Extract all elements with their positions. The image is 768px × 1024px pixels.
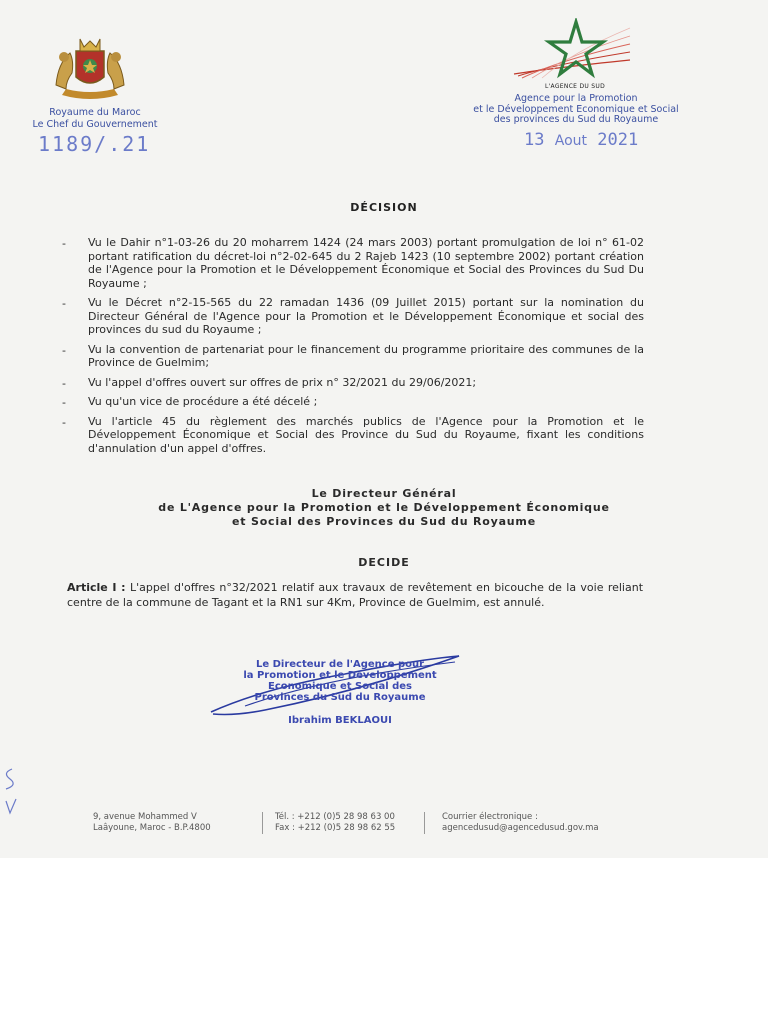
footer-tel: Tél. : +212 (0)5 28 98 63 00	[275, 812, 395, 822]
list-item: - Vu le Décret n°2-15-565 du 22 ramadan 1436 (09 Juillet 2015) portant sur la nomination du Directeur Général de l'Agence pour la Promotion et le Développement Économique et social des provinces du sud du Royaume ;	[62, 296, 644, 336]
reference-number-stamp: 1189/.21	[38, 132, 151, 156]
list-item: - Vu le Dahir n°1-03-26 du 20 moharrem 1424 (24 mars 2003) portant promulgation de loi n° 61-02 portant ratification du décret-loi n°2-02-645 du 2 Rajeb 1423 (10 septembre 2002) portant création de l'Agence pour la Promotion et le Développement Économique et Social des Provinces du Sud Du Royaume ;	[62, 236, 644, 290]
document-title: DÉCISION	[350, 201, 418, 214]
signature-line-2: la Promotion et le Développement	[243, 670, 437, 681]
margin-initials-icon	[0, 765, 24, 825]
consideration-text: Vu l'appel d'offres ouvert sur offres de prix n° 32/2021 du 29/06/2021;	[88, 375, 477, 389]
footer-email-label: Courrier électronique :	[442, 812, 538, 822]
director-line-2: de L'Agence pour la Promotion et le Développement Économique	[158, 501, 610, 514]
footer-fax: Fax : +212 (0)5 28 98 62 55	[275, 823, 396, 833]
director-line-3: et Social des Provinces du Sud du Royaume	[232, 515, 536, 528]
issuer-office: Le Chef du Gouvernement	[32, 119, 158, 130]
date-month: Aout	[554, 133, 587, 149]
consideration-text: Vu le Dahir n°1-03-26 du 20 moharrem 1424 (24 mars 2003) portant promulgation de loi n° 61-02 portant ratification du décret-loi n°2-02-645 du 2 Rajeb 1423 (10 septembre 2002) portant création de l'Agence pour la Promotion et le Développement Économique et Social des Provinces du Sud Du Royaume ;	[88, 236, 644, 290]
consideration-text: Vu qu'un vice de procédure a été décelé ;	[88, 395, 318, 408]
agency-logo-caption: L'AGENCE DU SUD	[544, 83, 606, 90]
agency-star-logo-icon	[512, 18, 634, 86]
signature-line-3: Economique et Social des	[267, 681, 413, 692]
date-year: 2021	[597, 130, 639, 150]
royal-coat-of-arms-icon	[52, 33, 128, 103]
signature-line-4: Provinces du Sud du Royaume	[254, 692, 426, 703]
list-item: - Vu qu'un vice de procédure a été décelé ;	[62, 395, 318, 409]
footer-phone	[275, 812, 395, 834]
agency-line-1: Agence pour la Promotion	[514, 93, 638, 104]
issuer-country: Royaume du Maroc	[49, 107, 141, 118]
article-label: Article I :	[67, 581, 126, 594]
signature-line-1: Le Directeur de l'Agence pour	[255, 659, 425, 670]
list-item: - Vu l'article 45 du règlement des marchés publics de l'Agence pour la Promotion et le Développement Économique et Social des Province du Sud du Royaume, fixant les conditions d'annulation d'un appel d'offres.	[62, 414, 644, 455]
list-item: - Vu la convention de partenariat pour le financement du programme prioritaire des communes de la Province de Guelmim;	[62, 342, 644, 369]
signature-name: Ibrahim BEKLAOUI	[288, 715, 392, 723]
footer-address-line-1: 9, avenue Mohammed V	[93, 812, 197, 822]
signature-stamp	[205, 648, 475, 730]
director-line-1: Le Directeur Général	[311, 487, 457, 500]
director-general-heading	[0, 487, 768, 529]
footer-divider	[424, 812, 425, 834]
footer-email-address: agencedusud@agencedusud.gov.ma	[442, 823, 599, 833]
consideration-text: Vu la convention de partenariat pour le financement du programme prioritaire des communes de la Province de Guelmim;	[88, 342, 644, 369]
list-item: - Vu l'appel d'offres ouvert sur offres de prix n° 32/2021 du 29/06/2021;	[62, 375, 477, 390]
agency-line-2: et le Développement Economique et Social	[473, 103, 679, 115]
article-one	[67, 581, 643, 610]
article-text: L'appel d'offres n°32/2021 relatif aux travaux de revêtement en bicouche de la voie reliant centre de la commune de Tagant et la RN1 sur 4Km, Province de Guelmim, est annulé.	[67, 581, 644, 609]
agency-heading	[456, 94, 696, 126]
consideration-text: Vu l'article 45 du règlement des marchés publics de l'Agence pour la Promotion et le Développement Économique et Social des Province du Sud du Royaume, fixant les conditions d'annulation d'un appel d'offres.	[88, 414, 644, 455]
footer-address-line-2: Laâyoune, Maroc - B.P.4800	[93, 823, 211, 833]
date-stamp	[524, 130, 638, 150]
decide-heading: DECIDE	[358, 556, 410, 569]
issuer-heading	[20, 107, 170, 131]
footer-address	[93, 812, 211, 834]
footer-divider	[262, 812, 263, 834]
footer-email	[442, 812, 599, 834]
agency-line-3: des provinces du Sud du Royaume	[493, 114, 659, 125]
date-day: 13	[524, 130, 545, 150]
consideration-text: Vu le Décret n°2-15-565 du 22 ramadan 1436 (09 Juillet 2015) portant sur la nomination du Directeur Général de l'Agence pour la Promotion et le Développement Économique et social des provinces du sud du Royaume ;	[88, 296, 644, 336]
considerations-list	[62, 236, 644, 461]
